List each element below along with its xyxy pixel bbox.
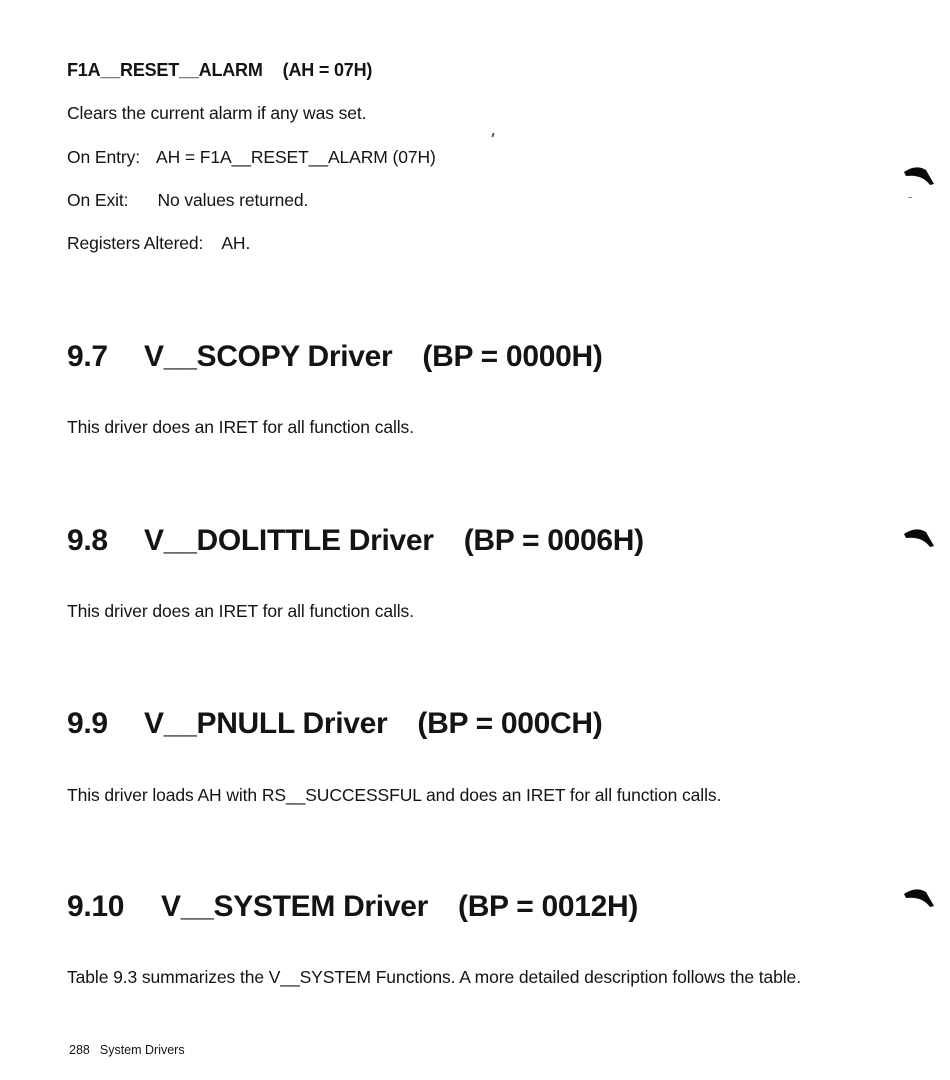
page-footer <box>69 1043 185 1057</box>
registers-value: AH. <box>221 233 251 253</box>
section-number: 9.9 <box>67 707 108 740</box>
registers-label: Registers Altered: <box>67 233 204 253</box>
section-bp: (BP = 0012H) <box>458 890 639 923</box>
scan-speck <box>908 197 912 198</box>
section-heading-9-10 <box>67 890 638 924</box>
section-text-9-7: This driver does an IRET for all function calls. <box>67 417 414 437</box>
binding-mark-icon <box>902 164 936 186</box>
section-bp: (BP = 000CH) <box>417 707 603 740</box>
on-exit-label: On Exit: <box>67 190 129 210</box>
on-entry-label: On Entry: <box>67 147 141 167</box>
section-text-9-8: This driver does an IRET for all function calls. <box>67 601 414 621</box>
section-number: 9.10 <box>67 890 125 923</box>
section-heading-9-9 <box>67 707 602 741</box>
section-number: 9.7 <box>67 340 108 373</box>
function-register: (AH = 07H) <box>282 60 373 80</box>
page-number: 288 <box>69 1043 90 1057</box>
function-title <box>67 60 372 81</box>
on-entry-value: AH = F1A__RESET__ALARM (07H) <box>156 147 436 167</box>
section-bp: (BP = 0006H) <box>463 524 644 557</box>
function-name: F1A__RESET__ALARM <box>67 60 263 80</box>
section-name: V__SCOPY Driver <box>144 340 393 373</box>
section-name: V__DOLITTLE Driver <box>144 524 434 557</box>
footer-chapter: System Drivers <box>99 1043 185 1057</box>
on-exit-value: No values returned. <box>157 190 309 210</box>
section-name: V__SYSTEM Driver <box>161 890 428 923</box>
function-description: Clears the current alarm if any was set. <box>67 103 367 123</box>
section-heading-9-7 <box>67 340 603 374</box>
on-exit-line <box>67 190 308 211</box>
section-bp: (BP = 0000H) <box>422 340 603 373</box>
on-entry-line <box>67 147 436 168</box>
section-text-9-9: This driver loads AH with RS__SUCCESSFUL and does an IRET for all function calls. <box>67 785 722 805</box>
section-name: V__PNULL Driver <box>144 707 388 740</box>
section-heading-9-8 <box>67 524 644 558</box>
binding-mark-icon <box>902 526 936 548</box>
registers-line <box>67 233 250 254</box>
binding-mark-icon <box>902 886 936 908</box>
scan-speck <box>491 133 494 137</box>
section-number: 9.8 <box>67 524 108 557</box>
section-text-9-10: Table 9.3 summarizes the V__SYSTEM Functions. A more detailed description follows the table. <box>67 967 801 987</box>
